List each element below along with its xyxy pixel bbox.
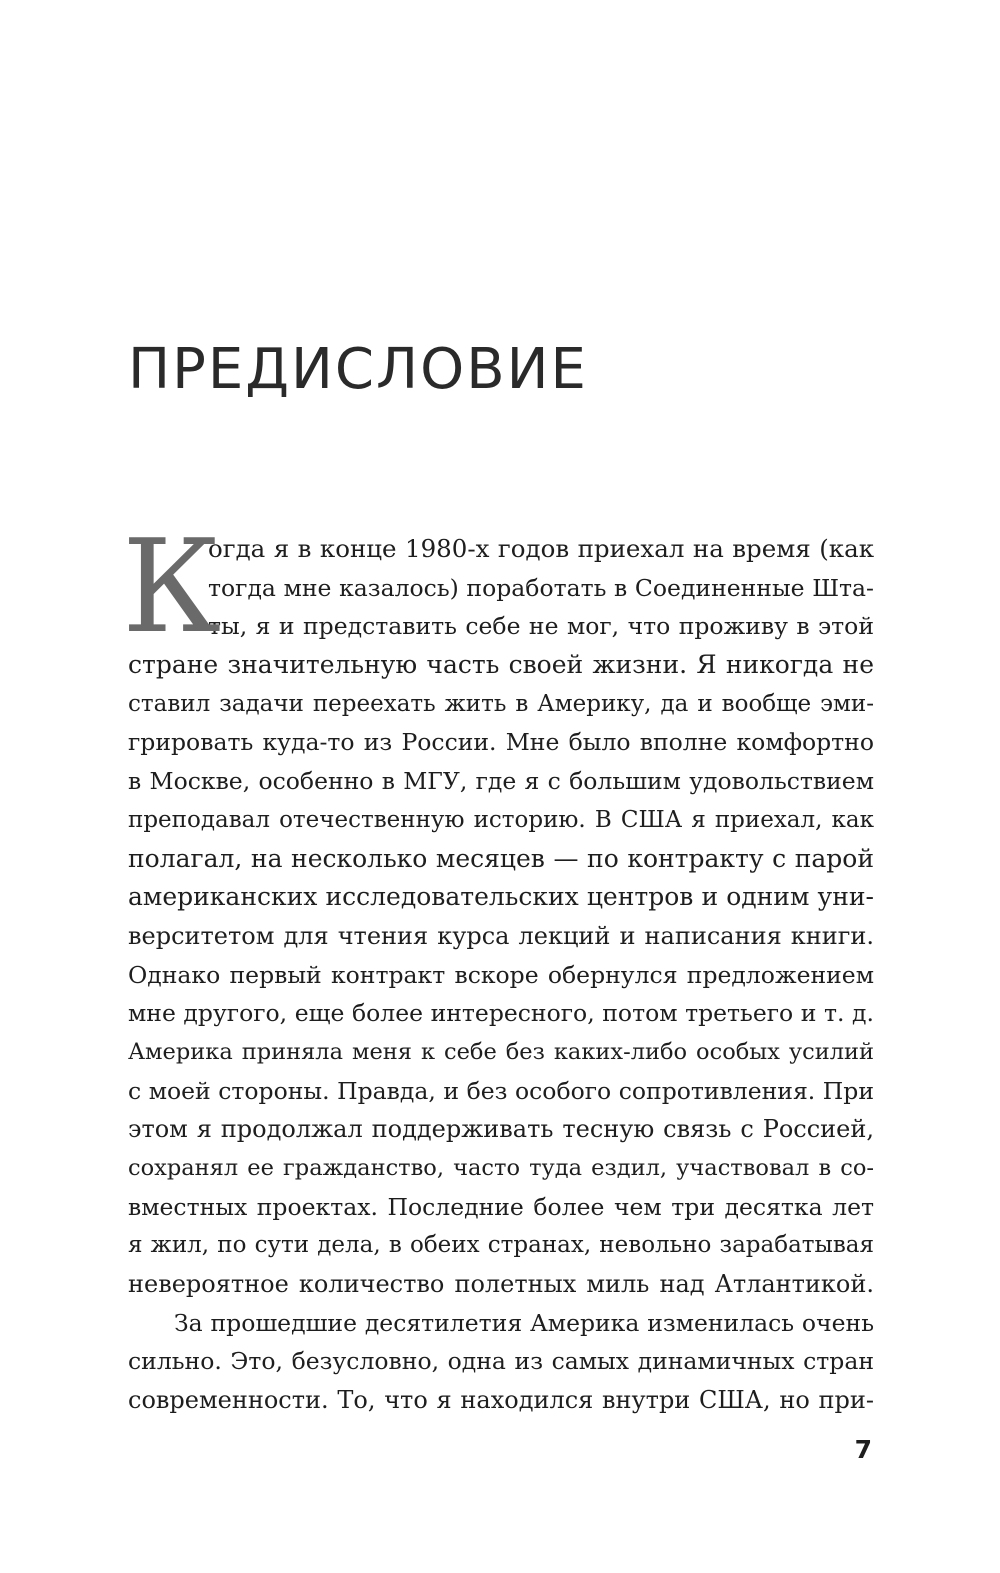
text-line: Америка приняла меня к себе без каких-либо особых усилий: [128, 1038, 874, 1065]
text-line: американских исследовательских центров и одним уни-: [128, 882, 874, 912]
text-line: Однако первый контракт вскоре обернулся предложением: [128, 960, 874, 989]
text-line: стране значительную часть своей жизни. Я никогда не: [128, 650, 874, 680]
text-line: огда я в конце 1980-х годов приехал на время (как: [208, 534, 874, 563]
chapter-title: ПРЕДИСЛОВИЕ: [128, 337, 588, 402]
text-line: сохранял ее гражданство, часто туда ездил, участвовал в со-: [128, 1155, 874, 1181]
text-line: преподавал отечественную историю. В США я приехал, как: [128, 806, 874, 833]
page-number: 7: [854, 1435, 872, 1464]
drop-cap: К: [122, 513, 222, 662]
text-line: невероятное количество полетных миль над Атлантикой.: [128, 1270, 874, 1299]
text-line: в Москве, особенно в МГУ, где я с большим удовольствием: [128, 767, 874, 796]
text-line: верситетом для чтения курса лекций и написания книги.: [128, 921, 874, 950]
text-line: с моей стороны. Правда, и без особого сопротивления. При: [128, 1076, 874, 1105]
text-line: вместных проектах. Последние более чем три десятка лет: [128, 1192, 874, 1221]
text-line: полагал, на несколько месяцев — по контракту с парой: [128, 843, 874, 873]
text-line: этом я продолжал поддерживать тесную связь с Россией,: [128, 1115, 874, 1144]
text-line: За прошедшие десятилетия Америка изменилась очень: [174, 1308, 874, 1337]
text-line: мне другого, еще более интересного, потом третьего и т. д.: [128, 999, 874, 1028]
text-line: я жил, по сути дела, в обеих странах, невольно зарабатывая: [128, 1232, 874, 1259]
text-line: сильно. Это, безусловно, одна из самых динамичных стран: [128, 1347, 874, 1376]
text-line: ставил задачи переехать жить в Америку, да и вообще эми-: [128, 690, 874, 717]
text-line: тогда мне казалось) поработать в Соединенные Шта-: [208, 573, 874, 602]
text-line: грировать куда-то из России. Мне было вполне комфортно: [128, 728, 874, 757]
body-text: [122, 513, 874, 1420]
text-line: ты, я и представить себе не мог, что проживу в этой: [208, 612, 874, 641]
text-line: современности. То, что я находился внутри США, но при-: [128, 1386, 874, 1415]
